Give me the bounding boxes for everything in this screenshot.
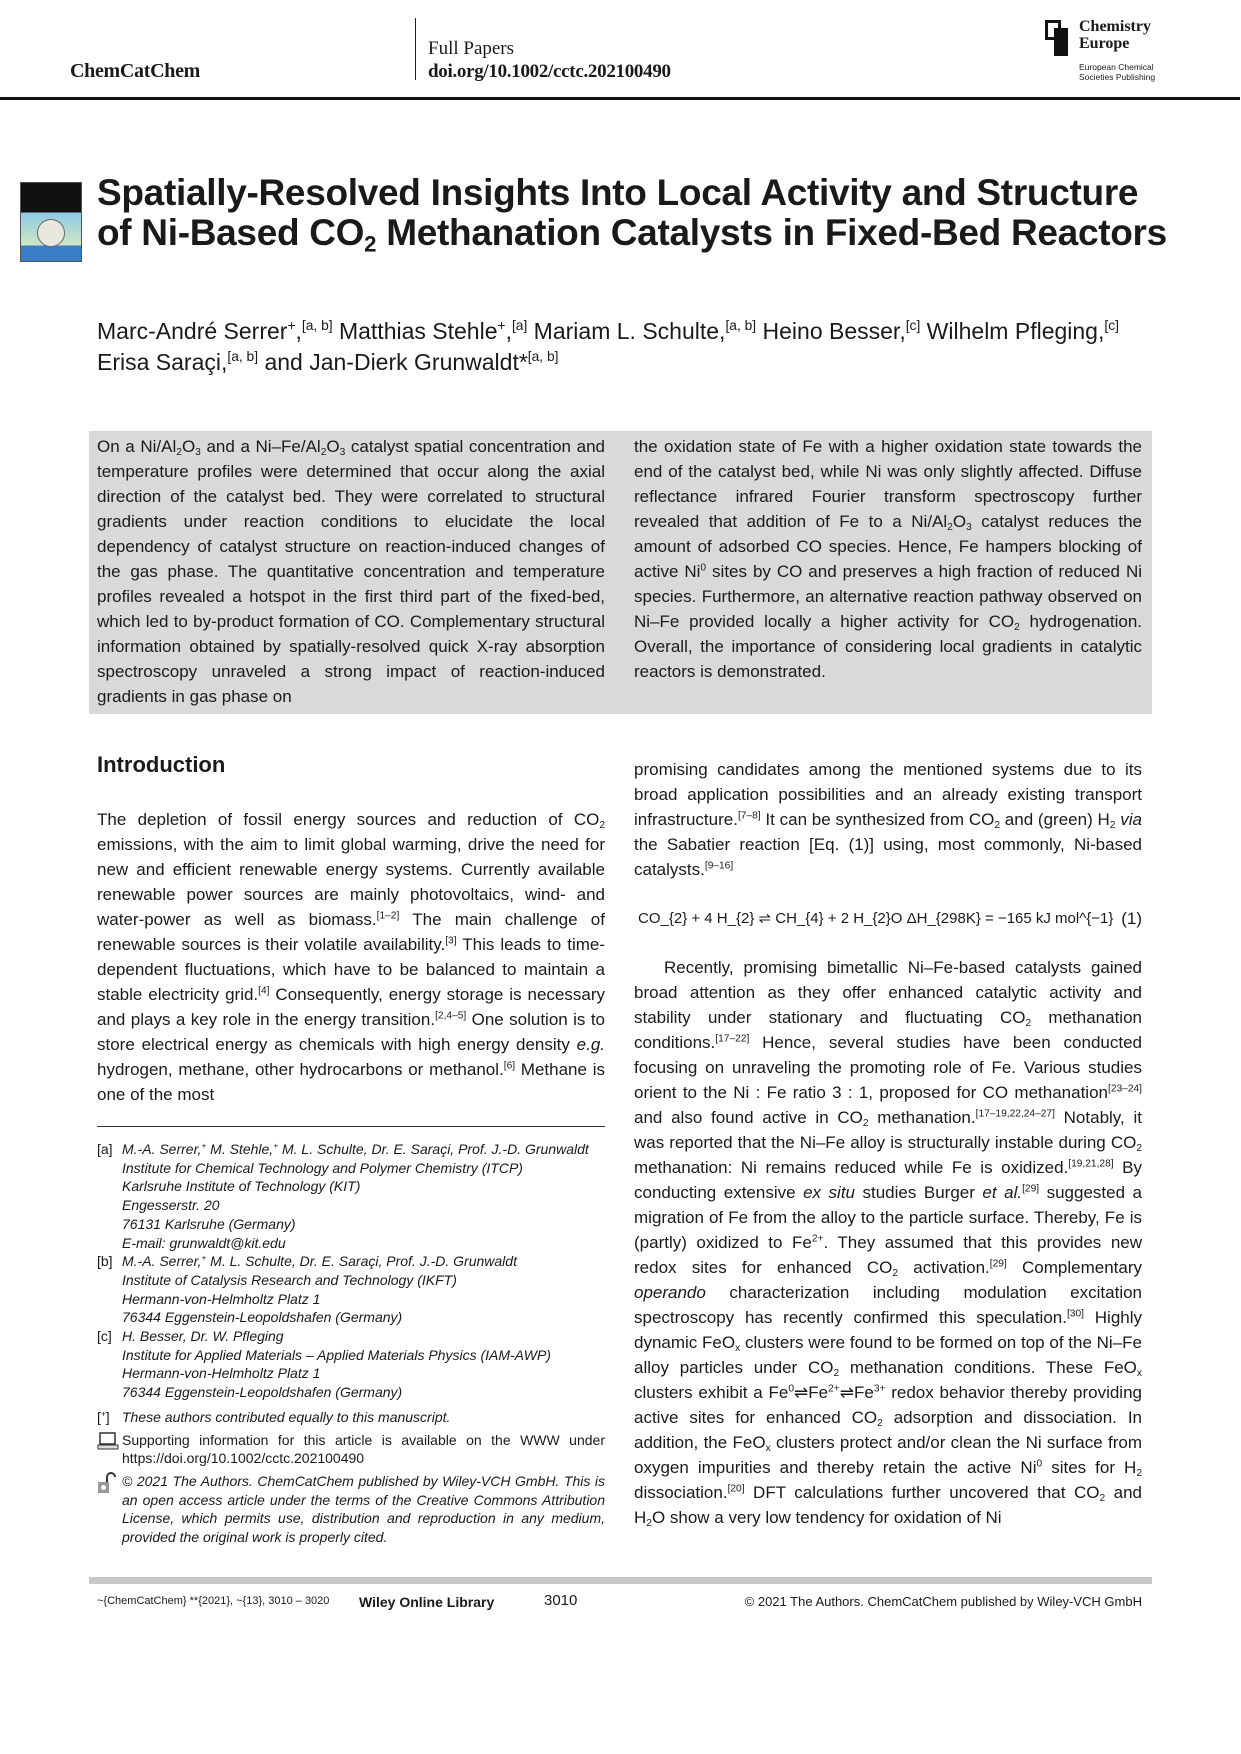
logo-sub1: European Chemical (1079, 62, 1154, 72)
affiliation-item (97, 1140, 605, 1252)
footer-copyright: © 2021 The Authors. ChemCatChem published by Wiley-VCH GmbH (744, 1594, 1142, 1609)
affiliation-line: M.-A. Serrer,+ M. Stehle,+ M. L. Schulte, Dr. E. Saraçi, Prof. J.-D. Grunwaldt (122, 1140, 589, 1157)
chemistry-europe-logo-icon (1045, 20, 1069, 54)
equal-contribution-text: These authors contributed equally to this manuscript. (122, 1408, 451, 1425)
intro-paragraph-1-continued: promising candidates among the mentioned systems due to its broad application possibilities and an already existing transport infrastructure.[7–8] It can be synthesized from $CO_2$ and (green) $H_2$ via the Sabatier reaction [Eq. (1)] using, most commonly, Ni-based catalysts.[9–16] (634, 760, 1142, 879)
open-access-lock-icon (97, 1472, 122, 1547)
affiliation-line: E-mail: grunwaldt@kit.edu (122, 1234, 286, 1251)
abstract-right-column: the oxidation state of Fe with a higher oxidation state towards the end of the catalyst bed, while Ni was only slightly affected. Diffuse reflectance infrared Fourier transform spectroscopy further revealed that addition of Fe to a $Ni/Al_2O_3$ catalyst reduces the amount of adsorbed CO species. Hence, Fe hampers blocking of active Ni$^0$ sites by CO and preserves a high fraction of reduced Ni species. Furthermore, an alternative reaction pathway observed on Ni–Fe provided locally a higher activity for $CO_2$ hydrogenation. Overall, the importance of considering local gradients in catalytic reactors is demonstrated. (634, 437, 1142, 681)
affiliation-body (122, 1252, 517, 1327)
equal-contribution-label: [+] (97, 1408, 110, 1425)
footnotes (97, 1140, 605, 1547)
affiliation-list (97, 1140, 605, 1402)
affiliation-label: [a] (97, 1141, 113, 1157)
affiliation-body (122, 1140, 589, 1252)
affiliation-label: [c] (97, 1328, 112, 1345)
affiliation-line: Institute of Catalysis Research and Technology (IKFT) (122, 1271, 457, 1288)
wiley-online-library-link[interactable]: Wiley Online Library (359, 1594, 495, 1610)
affiliation-line: 76131 Karlsruhe (Germany) (122, 1215, 296, 1232)
logo-sub2: Societies Publishing (1079, 72, 1156, 82)
affiliation-line: 76344 Eggenstein-Leopoldshafen (Germany) (122, 1384, 403, 1401)
page-number: 3010 (544, 1592, 578, 1609)
affiliation-line: Engesserstr. 20 (122, 1197, 220, 1214)
equation-number: (1) (1121, 909, 1142, 928)
intro-paragraph-2: Recently, promising bimetallic Ni–Fe-based catalysts gained broad attention as they offer enhanced catalytic activity and stability under stationary and fluctuating $CO_2$ methanation conditions.[17–22] Hence, several studies have been conducted focusing on unraveling the promoting role of Fe. Various studies orient to the Ni : Fe ratio 3 : 1, proposed for CO methanation[23–24] and also found active in $CO_2$ methanation.[17–19,22,24–27] Notably, it was reported that the Ni–Fe alloy is structurally instable during $CO_2$ methanation: Ni remains reduced while Fe is oxidized.[19,21,28] By conducting extensive ex situ studies Burger et al.[29] suggested a migration of Fe from the alloy to the particle surface. Thereby, Fe is (partly) oxidized to $Fe^{2+}$. They assumed that this provides new redox sites for enhanced $CO_2$ activation.[29] Complementary operando characterization including modulation excitation spectroscopy has recently confirmed this speculation.[30] Highly dynamic FeO$_x$ clusters were found to be formed on top of the Ni–Fe alloy particles under $CO_2$ methanation conditions. These FeO$_x$ clusters exhibit a $Fe^0\rightleftharpoons Fe^{2+}\rightleftharpoons Fe^{3+}$ redox behavior thereby providing active sites for enhanced $CO_2$ adsorption and dissociation. In addition, the FeO$_x$ clusters protect and/or clean the Ni surface from oxygen impurities and thereby retain the active Ni$^0$ sites for $H_2$ dissociation.[20] DFT calculations further uncovered that $CO_2$ and $H_2O$ show a very low tendency for oxidation of Ni (634, 958, 1143, 1530)
license-note (97, 1472, 605, 1547)
doi-link[interactable]: doi.org/10.1002/cctc.202100490 (428, 61, 671, 82)
license-text: © 2021 The Authors. ChemCatChem published by Wiley-VCH GmbH. This is an open access article under the terms of the Creative Commons Attribution License, which permits use, distribution and reproduction in any medium, provided the original work is properly cited. (122, 1472, 605, 1546)
affiliation-item (97, 1252, 605, 1327)
logo-line2: Europe (1079, 35, 1130, 52)
journal-citation: ~{ChemCatChem} **{2021}, ~{13}, 3010 – 3020 (97, 1595, 330, 1607)
supporting-info-link[interactable]: Supporting information for this article is available on the WWW under https://doi.org/10.1002/cctc.202100490 (122, 1431, 605, 1467)
equation-body: CO_{2} + 4 H_{2} ⇌ CH_{4} + 2 H_{2}O ΔH_{298K} = −165 kJ mol^{−1} (638, 910, 1114, 927)
affiliation-line: 76344 Eggenstein-Leopoldshafen (Germany) (122, 1309, 403, 1326)
equation-1 (638, 909, 1142, 927)
globe-icon (37, 219, 65, 247)
footer-bar (89, 1577, 1152, 1584)
intro-paragraph-1: The depletion of fossil energy sources and reduction of $CO_2$ emissions, with the aim to limit global warming, drive the need for new and efficient renewable energy systems. Currently available renewable power sources are mainly photovoltaics, wind- and water-power as well as biomass.[1–2] The main challenge of renewable sources is their volatile availability.[3] This leads to time-dependent fluctuations, which have to be balanced to maintain a stable electricity grid.[4] Consequently, energy storage is necessary and plays a key role in the energy transition.[2,4–5] One solution is to store electrical energy as chemicals with high energy density e.g. hydrogen, methane, other hydrocarbons or methanol.[6] Methane is one of the most (97, 810, 606, 1104)
affiliation-line: Institute for Applied Materials – Applied Materials Physics (IAM-AWP) (122, 1346, 551, 1363)
section-heading-introduction: Introduction (97, 752, 226, 777)
abstract-left-column: On a $Ni/Al_2O_3$ and a $Ni-Fe/Al_2O_3$ catalyst spatial concentration and temperature profiles were determined that occur along the axial direction of the catalyst bed. They were correlated to structural gradients under reaction conditions to elucidate the local dependency of catalyst structure on reaction-induced changes of the gas phase. The quantitative concentration and temperature profiles revealed a hotspot in the first third part of the fixed-bed, which led to by-product formation of CO. Complementary structural information obtained by spatially-resolved quick X-ray absorption spectroscopy unraveled a strong impact of reaction-induced gradients in gas phase on (97, 437, 605, 706)
affiliation-line: Hermann-von-Helmholtz Platz 1 (122, 1365, 321, 1382)
logo-line1: Chemistry (1079, 18, 1151, 35)
chemistry-europe-logo (1045, 18, 1175, 82)
article-title: Spatially-Resolved Insights Into Local Activity and Structure of Ni-Based $CO_2$ Methanation Catalysts in Fixed-Bed Reactors (97, 172, 1167, 257)
affiliation-label: [b] (97, 1253, 113, 1270)
journal-cover-thumbnail[interactable] (20, 182, 82, 262)
author-list: Marc-André Serrer+,[a, b] Matthias Stehle+,[a] Mariam L. Schulte,[a, b] Heino Besser,[c] Wilhelm Pfleging,[c] Erisa Saraçi,[a, b] and Jan-Dierk Grunwaldt*[a, b] (97, 318, 1119, 375)
computer-icon (97, 1431, 122, 1468)
equal-contribution-note (97, 1408, 605, 1427)
section-label: Full Papers (428, 38, 515, 59)
header-divider (415, 18, 416, 80)
affiliation-body (122, 1327, 551, 1402)
journal-name: ChemCatChem (70, 60, 201, 82)
affiliation-line: Karlsruhe Institute of Technology (KIT) (122, 1178, 361, 1195)
footnote-rule (97, 1126, 605, 1127)
supporting-info-note (97, 1431, 605, 1468)
page-footer (97, 1594, 1142, 1614)
affiliation-line: M.-A. Serrer,+ M. L. Schulte, Dr. E. Saraçi, Prof. J.-D. Grunwaldt (122, 1252, 517, 1270)
affiliation-line: Hermann-von-Helmholtz Platz 1 (122, 1290, 321, 1307)
affiliation-line: H. Besser, Dr. W. Pfleging (122, 1328, 284, 1345)
affiliation-item (97, 1327, 605, 1402)
header-rule (0, 97, 1240, 100)
affiliation-line: Institute for Chemical Technology and Polymer Chemistry (ITCP) (122, 1159, 523, 1176)
